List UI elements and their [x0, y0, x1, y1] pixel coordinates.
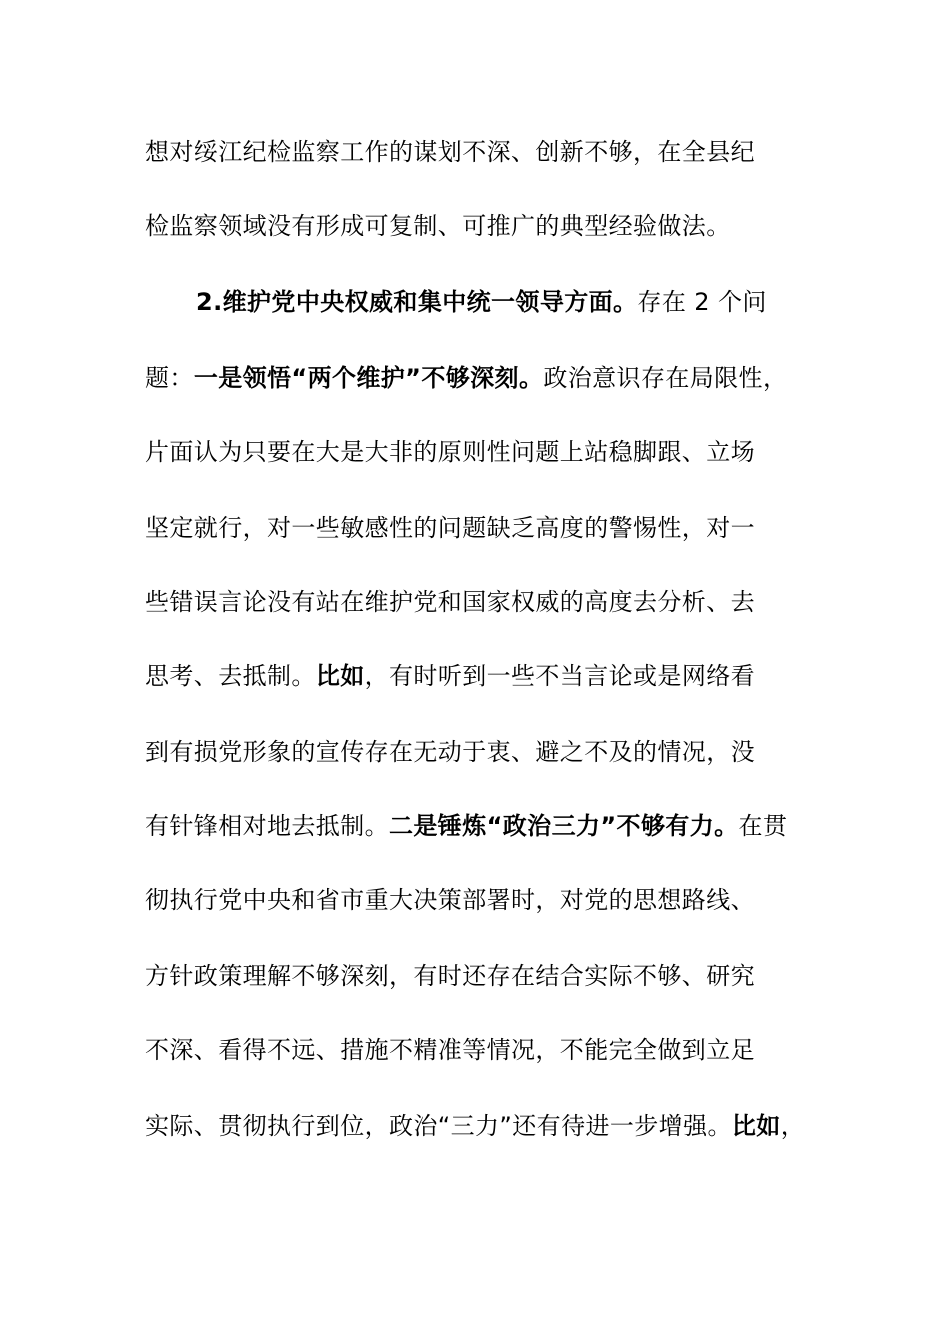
paragraph-line-10 — [145, 810, 845, 842]
text-run: 有针锋相对地去抵制。 — [145, 812, 389, 840]
text-run: 方针政策理解不够深刻，有时还存在结合实际不够、研究 — [145, 962, 755, 990]
paragraph-line-4 — [145, 362, 845, 394]
text-run: 片面认为只要在大是大非的原则性问题上站稳脚跟、立场 — [145, 438, 755, 466]
text-run: 思考、去抵制。 — [145, 662, 316, 690]
text-run: ， — [780, 1112, 806, 1140]
text-run: 实际、贯彻执行到位，政治“三力”还有待进一步增强。 — [145, 1112, 732, 1140]
paragraph-line-1 — [145, 136, 845, 168]
paragraph-line-8 — [145, 660, 845, 692]
bold-phrase: 比如 — [731, 1112, 781, 1140]
text-run: ，有时听到一些不当言论或是网络看 — [364, 662, 756, 690]
bold-phrase: 比如 — [315, 662, 365, 690]
paragraph-line-7 — [145, 586, 845, 618]
paragraph-line-5 — [145, 436, 845, 468]
text-run: 在贯 — [738, 812, 788, 840]
text-run: 存在 2 个问 — [637, 288, 767, 316]
text-run: 些错误言论没有站在维护党和国家权威的高度去分析、去 — [145, 588, 755, 616]
paragraph-line-13 — [145, 1034, 845, 1066]
text-run: 彻执行党中央和省市重大决策部署时，对党的思想路线、 — [145, 886, 755, 914]
text-run: 检监察领域没有形成可复制、可推广的典型经验做法。 — [145, 212, 731, 240]
text-run: 坚定就行，对一些敏感性的问题缺乏高度的警惕性，对一 — [145, 514, 755, 542]
paragraph-line-6 — [145, 512, 845, 544]
text-run: 想对绥江纪检监察工作的谋划不深、创新不够，在全县纪 — [145, 138, 755, 166]
text-run: 不深、看得不远、措施不精准等情况，不能完全做到立足 — [145, 1036, 755, 1064]
paragraph-line-9 — [145, 736, 845, 768]
paragraph-line-11 — [145, 884, 845, 916]
text-run: 到有损党形象的宣传存在无动于衷、避之不及的情况，没 — [145, 738, 755, 766]
section-heading: 2.维护党中央权威和集中统一领导方面。 — [196, 288, 638, 316]
paragraph-line-2 — [145, 210, 845, 242]
paragraph-line-14 — [145, 1110, 845, 1142]
paragraph-line-12 — [145, 960, 845, 992]
bold-phrase: 一是领悟“两个维护”不够深刻。 — [193, 364, 544, 392]
text-run: 政治意识存在局限性， — [543, 364, 788, 392]
bold-phrase: 二是锤炼“政治三力”不够有力。 — [389, 812, 739, 840]
paragraph-line-3 — [196, 286, 896, 318]
text-run: 题： — [145, 364, 194, 392]
